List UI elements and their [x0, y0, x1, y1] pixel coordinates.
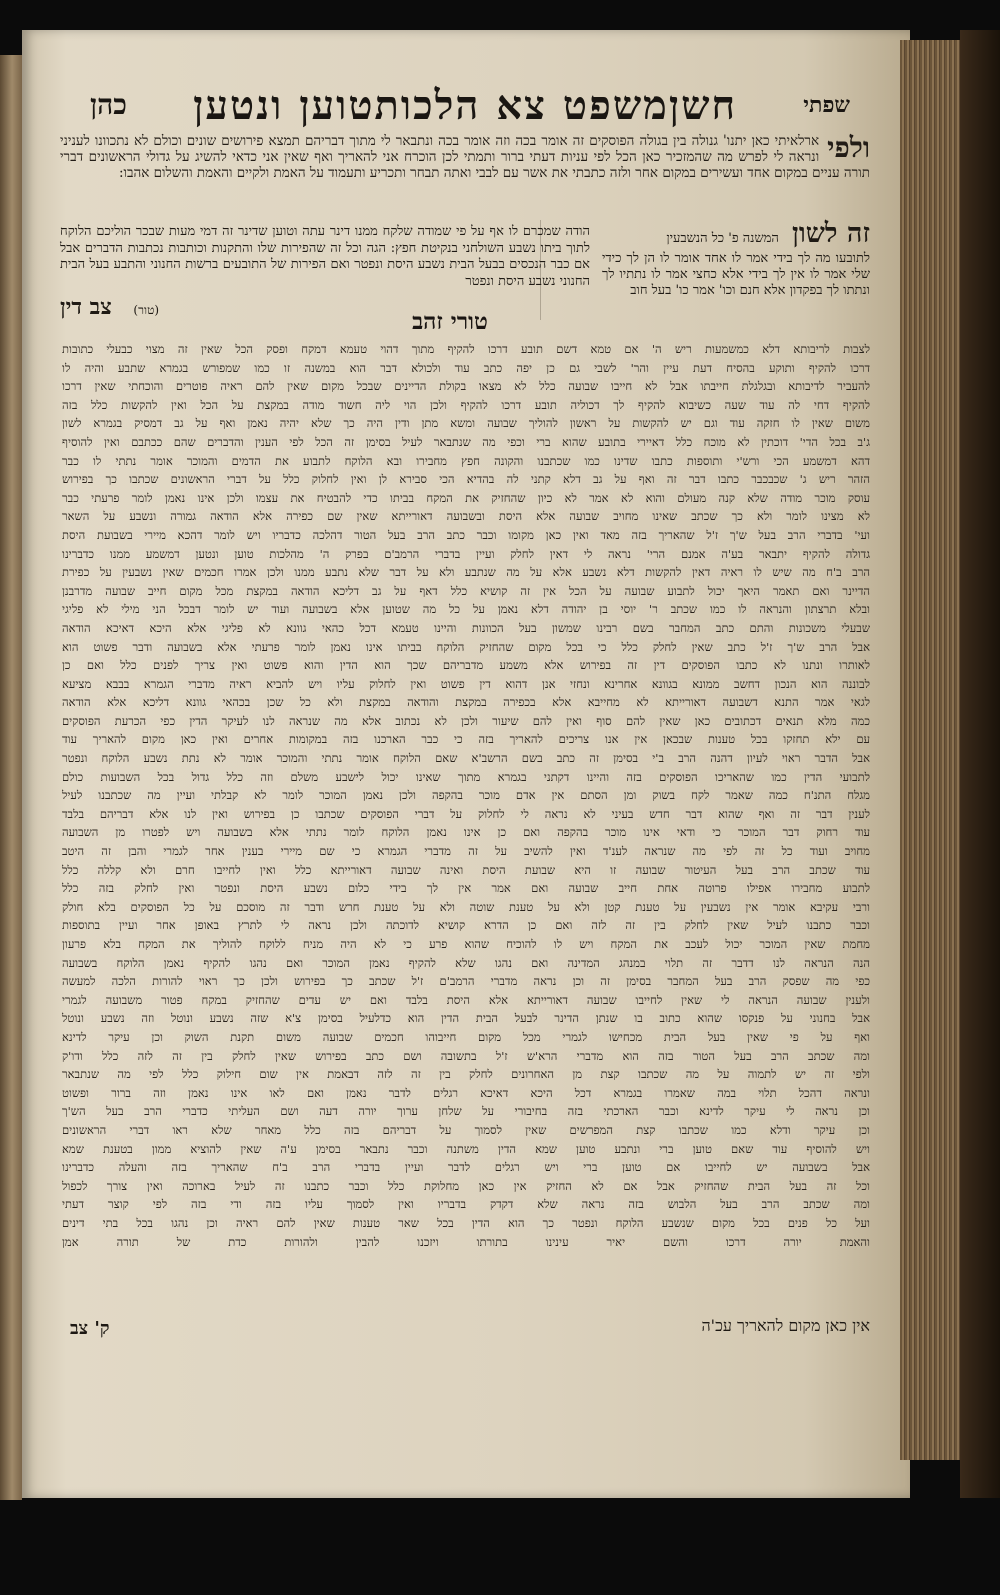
commentary-body — [62, 340, 870, 1595]
facing-page-edge — [0, 55, 22, 1500]
book-cover-edge — [960, 30, 1000, 1498]
main-text-left-column — [60, 224, 590, 320]
commentary-line: מחמת שאין המוכר יכול לעכב את המקח ויש לו להוכיח שהוא פרע כי לא היה מניח ללוקח להוליך את המקח בלא פרעון — [62, 937, 870, 951]
header-right-word: שפתי — [803, 92, 850, 118]
commentary-line: לענין דבר זה ואף שהוא דבר חדש בעיני לא נראה לי לחלוק על דברי הפוסקים שכתבו כן בפירוש ואין לנו אלא דבריהם בלבד — [62, 806, 870, 821]
commentary-line: לצבות לריבותא דלא כמשמעות ריש ה' אם טמא דשם תובע דרכו להקיף מתוך דהוי טעמא דמקח ופסק הכל שאין זה מצוי כבעלי כתובות — [62, 342, 870, 356]
commentary-line: מגלח התנ'ח כמה שאמר לקח בשוק ומן הסתם אין אדם מוכר בהקפה ולכן נאמן המוכר לומר לא קבלתי ועיין מה שכתבנו לעיל — [62, 788, 870, 803]
main-text-right-column — [602, 218, 870, 299]
main-right-text: לתובעו מה לך בידי אמר לו אחד אומר לו הן לך כידי שלי אמר לו אין לך בידי אלא כחצי אמר לו נתתיו לך ונתתו לך בפקדון אלא חנם וכו' אמר כו' בעל חוב — [602, 251, 870, 298]
commentary-line: וכבר כתבנו לעיל שאין לחלק בין זה לזה ואם כן הדרא קושיא לדוכתה ולכן נראה לי לתרץ באופן אחר ועיין בתוספות — [62, 918, 870, 933]
intro-text: ארלאיתי כאן יתנו' גנולה בין בגולה הפוסקים זה אומר בכה וזה אומר בכה ונתבאר לי מתוך דבריהם תמצא פירושים שונים וכולם לא נתכוונו לעניני ונראה לי לפרש מה שהמזכיר כאן הכל לפי עניות דעתי ברור ותמתי לכן הוכרח אני להאריך ואף שאין אני כדאי להשיג על גדולי הראשונים דברי תורה עניים במקום אחד ועשירים במקום אחר ולזה כתבתי את אשר עם לבבי ואתה תבחר ותכריע ותעמוד על האמת ולקיים והאמת והשלום אהבו: — [60, 133, 870, 181]
commentary-line: לאותרו ונתנו לא כתבו הפוסקים דין זה בפירוש אלא משמע מדבריהם שכך הוא הדין והוא פשוט ואין צריך לפנים כלל ואם כן — [62, 658, 870, 673]
commentary-line: ומה שכתב הרב בעל הטור בזה הוא מדברי הרא'ש ז'ל בתשובה ושם כתב בפירוש שאין לחלק בין זה לזה כלל ודו'ק — [62, 1048, 870, 1063]
commentary-line: כמה מלא תנאים דכתובים כאן שאין להם סוף ואין להם שיעור ולכן לא נכתוב אלא מה שנראה לנו לעיקר הדין כפי הכרעת הפוסקים — [62, 713, 870, 728]
commentary-line: הנה הנראה לנו דדבר זה תלוי במנהג המדינה ואם נהגו שלא להקיף נאמן המוכר ואם נהגו להקיף נאמן הלוקח בשבועה — [62, 955, 870, 970]
commentary-line: ויש להוסיף עוד שאם טוען ברי ונתבע טוען שמא הדין משתנה וכבר נתבאר בסימן ע'ה שאין להוציא ממון בטענת שמא — [62, 1141, 870, 1156]
commentary-line: דהא דמשמע הכי ורש'י ותוספות כתבו שדינו כמו שכתבנו והקונה חפץ מחבירו ובא הלוקח לתבוע את הדמים והמוכר אומר נתתי לו כבר — [62, 453, 870, 468]
commentary-line: ולפי זה יש לתמוה על מה שכתבו קצת מן האחרונים לחלק בין זה לזה דבאמת אין שום חילוק כלל לפי מה שנתבאר — [62, 1067, 870, 1082]
commentary-line: ורבי עקיבא אומר אין נשבעין על טענת קטן ולא על טענת שוטה ולא על טענת חרש ודבר זה מוסכם על כל הפוסקים בלא חולק — [62, 899, 870, 914]
commentary-line: אבל בחנוני על פנקסו שהוא כתוב בו שנתן הדינר לבעל הבית הדין הוא כדלעיל בסימן צ'א שזה נשבע ונוטל וזה נשבע ונוטל — [62, 1011, 870, 1026]
page-title: חשןמשפט צא הלכותטוען ונטען — [193, 81, 738, 129]
commentary-line: מחויב ועוד כל זה לפי מה שנראה לענ'ד ואין להשיב על זה מדברי הגמרא כי שם מיירי בענין אחר לגמרי והבן זה היטב — [62, 844, 870, 859]
commentary-line: ובלא תרצתון והנראה לו כמו שכתב ר' יוסי בן יהודה דלא נאמן על כל מה שטוען אלא בשבועה ועוד יש לומר דבכל הני מילי לא פליגי — [62, 602, 870, 617]
running-header — [90, 80, 850, 130]
seif-label: צב דין — [60, 294, 112, 320]
commentary-line: וכן נראה לי עיקר לדינא וכבר הארכתי בזה בחיבורי על שלחן ערוך יורה דעה ושם העליתי כדברי הרב בעל הש'ך — [62, 1104, 870, 1119]
main-left-text: הודה שמכרם לו אף על פי שמודה שלקח ממנו דינר עתה וטוען שדינר זה דמי מעות שבכר הוליכם הלוקח לתוך ביתו נשבע השולחני בנקיטת חפץ: הגה וכל זה שהפירות שלו והתקנות וכותבות נכתבות הדברים אבל אם כבר הנכסים בבעל הבית נשבע היסת ונפטר ואם הפירות של התובעים ברשות החנוני והתבע בעל הבית החנוני נשבע היסת ונפטר — [60, 224, 590, 289]
column-divider — [540, 220, 541, 320]
header-left-word: כהן — [90, 88, 127, 121]
commentary-line: ונראה דהכל תלוי במה שאמרו בגמרא דכל היכא דאיכא רגלים לדבר נאמן ואם לאו אינו נאמן וזה ברור ופשוט — [62, 1085, 870, 1100]
main-lead-word: זה לשון — [792, 218, 870, 249]
commentary-line: לתבוע מחבירו אפילו פרוטה אחת חייב שבועה ואם אמר אין לך בידי כלום נשבע היסת ונפטר ואין לחלק בזה כלל — [62, 881, 870, 896]
commentary-line: ג'ב בכל הדי' דוכתין לא מוכח כלל דאיירי בתובע שהוא ברי וכפי מה שנתבאר לעיל בסימן זה הכל לפי הענין והדברים שהם ככתבם ואין להוסיף — [62, 434, 870, 449]
commentary-line: אבל הרב ש'ך ז'ל כתב שאין לחלק כלל כי בכל מקום שהחזיק הלוקח בביתו אינו נאמן לומר פרעתי אלא בשבועה ודבר פשוט הוא — [62, 639, 870, 654]
commentary-line: ועי' בדברי הרב בעל ש'ך ז'ל שהאריך בזה מאד ואין כאן מקומו וכבר כתב הרב בעל הטור דהלכה כדבריו ויש לומר דהכא מיירי בשבועת היסת — [62, 527, 870, 542]
commentary-line: משום שאין לו חזקה עוד וגם יש להקשות על ראשון להוליך שבועה ומשא מתן ודין היה כך שלא יהיה נאמן ואף על גב דמסיק בגמרא לשון — [62, 416, 870, 431]
commentary-line: וכן עיקר ודלא כמו שכתבו קצת המפרשים שאין לסמוך על דבריהם בזה כלל מאחר שלא ראו דברי הראשונים — [62, 1122, 870, 1137]
commentary-line: אבל בשבועה יש לחייבו אם טוען ברי ויש רגלים לדבר ועיין בדברי הרב ב'ח שהאריך בזה והעלה כדברינו — [62, 1160, 870, 1175]
commentary-line: ואף על פי שאין בעל הבית מכחישו לגמרי מכל מקום חייבוהו חכמים שבועה משום תקנת השוק וכן עיקר לדינא — [62, 1029, 870, 1044]
commentary-line: לבוננה הוא הנכון דחשב ממונא בגוונא אחרינא ונחזי אנן דהוא דין פשוט ואין לחלוק עליו ויש להביא ראיה מדברי הגמרא בבבא מציעא — [62, 676, 870, 691]
commentary-line: הזהר ריש ג' שכבכבר כתבו דבר זה ואף על גב דלא קתני לה בהדיא הכי סבירא לן ואין לחלוק כלל על דברי הראשונים שכתבו כך בפירוש — [62, 472, 870, 487]
commentary-line: שבעלי משכונות והתם כתב המחבר בשם רבינו שמשון בעל הכוונות והיינו טעמא דכל כהאי גוונא לא פליגי אלא היכא דאיכא הודאה — [62, 620, 870, 635]
commentary-line: לגאי אמר התנא דשבועה דאורייתא לא מחייבא אלא בכפירה במקצת והודאה במקצת ולא כל שכן בכהאי גוונא דליכא אלא הודאה — [62, 695, 870, 710]
page-footer — [70, 1316, 870, 1344]
commentary-line: עם ילא תחזקו בכל טענות שבכאן אין אנו צריכים להאריך בזה כי כבר הארכנו בזה במקומות אחרים ואין כאן מקום להאריך עוד — [62, 732, 870, 747]
commentary-line: דרכו להקיף ותוקע בהסיח דעת עיין והר' לשבי גם כן יפה כתב עוד ולכולא דבר הוא במשנה זו כמו שמפורש בגמרא שתבע והיה לו — [62, 360, 870, 375]
commentary-line: ועל כל פנים בכל מקום שנשבע הלוקח ונפטר כך הוא הדין בכל שאר טענות שאין להם ראיה וכן נהגו בכל בתי דינים — [62, 1215, 870, 1230]
commentary-title: טורי זהב — [412, 308, 488, 335]
commentary-line: עוד רחוק דבר המוכר כי ודאי אינו מוכר בהקפה ואם כן אינו נאמן הלוקח לומר נתתי אלא בשבועה ויש לפטרו מן השבועה — [62, 825, 870, 840]
commentary-line: והאמת יורה דרכו והשם יאיר עינינו בתורתו ויזכנו להבין ולהורות כדת של תורה אמן — [62, 1234, 870, 1249]
commentary-line: אבל הדבר ראוי לעיון דהנה הרב ב'י בסימן זה כתב בשם הרשב'א שאם הלוקח אומר נתתי והמוכר אומר לא נתת נשבע הלוקח ונפטר — [62, 751, 870, 766]
commentary-line: לתבועי הדין כמו שהאריכו הפוסקים בזה והיינו דקתני בגמרא מתוך שאינו יכול לישבע משלם וזה כלל גדול בכל השבועות כולם — [62, 769, 870, 784]
seif-note: (טור) — [133, 303, 159, 317]
commentary-line: להקיף דחי לה עוד שעה כשיבוא להקיף לך דכוליה תובע דרכו להקיף ולכן הוי ליה חשוד מודה במקצת על הכל ואין להקשות כלל בזה — [62, 397, 870, 412]
commentary-line: עוד שכתב הרב בעל העיטור שבועה זו היא שבועת היסת ואינה שבועה דאורייתא כלל ואין לחייבו חרם ולא קללה כלל — [62, 862, 870, 877]
intro-paragraph — [60, 133, 870, 181]
commentary-line: וכל זה בעל הבית שהחזיק אבל אם לא החזיק אין כאן מחלוקת כלל וכבר כתבנו זה לעיל בארוכה ואין צורך לכפול — [62, 1178, 870, 1193]
commentary-line: לא מצינו לומר ולא כך שכתב שאינו מחויב שבועה אלא היסת ובשבועה דאורייתא שאין שם כפירה אלא הודאה גמורה ונשבע על השאר — [62, 509, 870, 524]
commentary-line: להעביר לדיבותא ובגלגלת חייבתו אבל לא חייבו שבועה כלל לא מצאו בקולת הדיינים שבכל מקום שאין להם ראיה פוטרים והוכחתי שאין דרכו — [62, 379, 870, 394]
catchword: אין כאן מקום להאריך עכ'ה — [701, 1316, 870, 1335]
signature-mark: ק' צב — [70, 1318, 110, 1339]
commentary-line: הדיינר ואם תאמר היאך יכול לתבוע שבועה על הכל אין זה קושיא כלל דאף על גב דליכא הודאה במקצת מכל מקום חייב שבועה מדרבנן — [62, 583, 870, 598]
commentary-line: גדולה להקיף יתבאר בע'ה אמנם הרי' נראה לי דאין לחלק ועיין בדברי הרמב'ם בפרק ה' מהלכות טוען ונטען דמשמע ממנו כדברינו — [62, 546, 870, 561]
main-source-label: המשנה פ' כל הנשבעין — [666, 231, 779, 246]
commentary-line: ומה שכתב הרב בעל הלבוש בזה נראה שלא דקדק בדבריו ואין לסמוך עליו בזה ודי בזה לפי קוצר דעתי — [62, 1197, 870, 1212]
commentary-line: עוסק מוכר מודה שלא קנה מעולם והוא לא אמר לא כיון שהחזיק את המקח בביתו כדי להבטיח את עצמו ולכן אינו נאמן לומר פרעתי כבר — [62, 490, 870, 505]
commentary-line: הרב ב'ח מה שיש לו ראיה דאין להקשות דלא נשבע אלא על מה שנתבע ולא על דבר שלא נתבע ממנו ולכן אמרו חכמים שאין נשבעין על כפירת — [62, 565, 870, 580]
intro-lead-word: ולפי — [827, 131, 870, 164]
commentary-line: כפי מה שפסק הרב בעל המחבר בסימן זה וכן נראה מדברי הרמב'ם ז'ל שכתב כך בפירוש ולכן כך ראוי להורות הלכה למעשה — [62, 974, 870, 989]
commentary-line: ולענין שבועה הנראה לי שאין לחייבו שבועה דאורייתא אלא היסת בלבד ואם יש עדים שהחזיק במקח פטור משבועה לגמרי — [62, 992, 870, 1007]
